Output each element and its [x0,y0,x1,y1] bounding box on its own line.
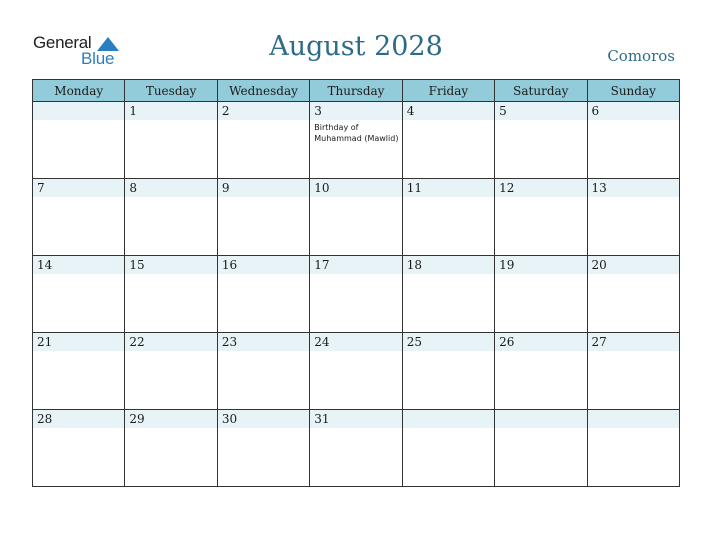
day-cell [495,333,587,410]
day-band [125,333,216,351]
day-cell [125,410,217,487]
day-cell [402,256,494,333]
day-band [495,256,586,274]
day-number: 24 [314,335,330,349]
calendar-grid [32,79,680,487]
day-band [495,410,586,428]
day-number: 6 [591,104,600,118]
day-band [218,410,309,428]
week-row-3 [33,256,680,333]
weekday-tuesday: Tuesday [125,80,217,102]
day-cell [587,410,679,487]
day-cell [402,102,494,179]
day-cell [495,256,587,333]
day-band [310,256,401,274]
day-band [218,179,309,197]
day-band [218,256,309,274]
day-cell [125,333,217,410]
day-number: 4 [406,104,415,118]
day-band [495,333,586,351]
day-cell [217,179,309,256]
day-number: 23 [221,335,238,349]
day-band [33,410,124,428]
day-cell [33,102,125,179]
day-number: 22 [129,335,145,349]
day-cell [587,102,679,179]
day-band [310,179,401,197]
day-number: 31 [314,412,330,426]
day-cell [217,410,309,487]
day-band [588,256,679,274]
day-cell [310,256,402,333]
day-number: 26 [499,335,515,349]
day-band [403,410,494,428]
day-band [310,102,401,120]
day-cell [587,179,679,256]
day-band [588,102,679,120]
day-cell [310,410,402,487]
day-cell [310,333,402,410]
day-number: 27 [591,335,607,349]
weekday-monday: Monday [33,80,125,102]
day-cell [33,256,125,333]
weekday-thursday: Thursday [310,80,402,102]
day-number: 16 [221,258,238,272]
day-band [125,179,216,197]
day-number: 3 [314,104,322,118]
day-number: 30 [221,412,238,426]
day-number: 11 [406,181,422,195]
week-row-2 [33,179,680,256]
day-band [218,102,309,120]
day-cell [125,179,217,256]
day-number: 15 [129,258,145,272]
day-number: 18 [406,258,422,272]
day-number: 25 [406,335,422,349]
day-number: 5 [499,104,507,118]
day-number: 17 [314,258,330,272]
day-band [495,102,586,120]
day-band [33,179,124,197]
day-band [125,410,216,428]
day-number: 21 [37,335,53,349]
day-cell [310,179,402,256]
day-cell [217,102,309,179]
holiday-label: Birthday of Muhammad (Mawlid) [314,123,399,143]
day-cell [125,256,217,333]
logo-general-text: General [33,33,92,52]
day-band [33,333,124,351]
day-cell [402,410,494,487]
weekday-sunday: Sunday [587,80,679,102]
weekday-saturday: Saturday [495,80,587,102]
day-band [33,102,124,120]
day-number: 20 [591,258,607,272]
day-cell [125,102,217,179]
day-cell [495,179,587,256]
country-name: Comoros [607,47,675,65]
day-number: 8 [129,181,138,195]
week-row-5 [33,410,680,487]
day-number: 29 [129,412,145,426]
day-cell [587,333,679,410]
day-number: 28 [37,412,53,426]
day-band [403,333,494,351]
day-number: 9 [221,181,230,195]
day-cell [402,333,494,410]
day-number: 19 [499,258,515,272]
day-band [310,333,401,351]
day-cell [587,256,679,333]
day-number: 7 [37,181,45,195]
day-band [310,410,401,428]
day-band [588,333,679,351]
day-band [588,410,679,428]
week-row-1 [33,102,680,179]
day-band [403,102,494,120]
day-band [403,256,494,274]
weekday-friday: Friday [402,80,494,102]
day-cell [495,410,587,487]
day-band [588,179,679,197]
day-cell [33,410,125,487]
day-number: 10 [314,181,330,195]
day-number: 1 [129,104,138,118]
day-band [218,333,309,351]
day-cell [495,102,587,179]
week-row-4 [33,333,680,410]
weekday-wednesday: Wednesday [217,80,309,102]
day-band [125,256,216,274]
day-cell [402,179,494,256]
day-band [495,179,586,197]
day-cell [217,256,309,333]
weekday-header-row [33,80,680,102]
day-band [33,256,124,274]
day-cell [33,333,125,410]
day-number: 13 [591,181,607,195]
day-number: 12 [499,181,515,195]
logo-blue-text: Blue [81,49,115,68]
day-band [403,179,494,197]
day-cell [310,102,402,179]
day-cell [33,179,125,256]
day-number: 14 [37,258,53,272]
day-number: 2 [221,104,230,118]
day-cell [217,333,309,410]
day-band [125,102,216,120]
calendar-title: August 2028 [269,31,443,62]
